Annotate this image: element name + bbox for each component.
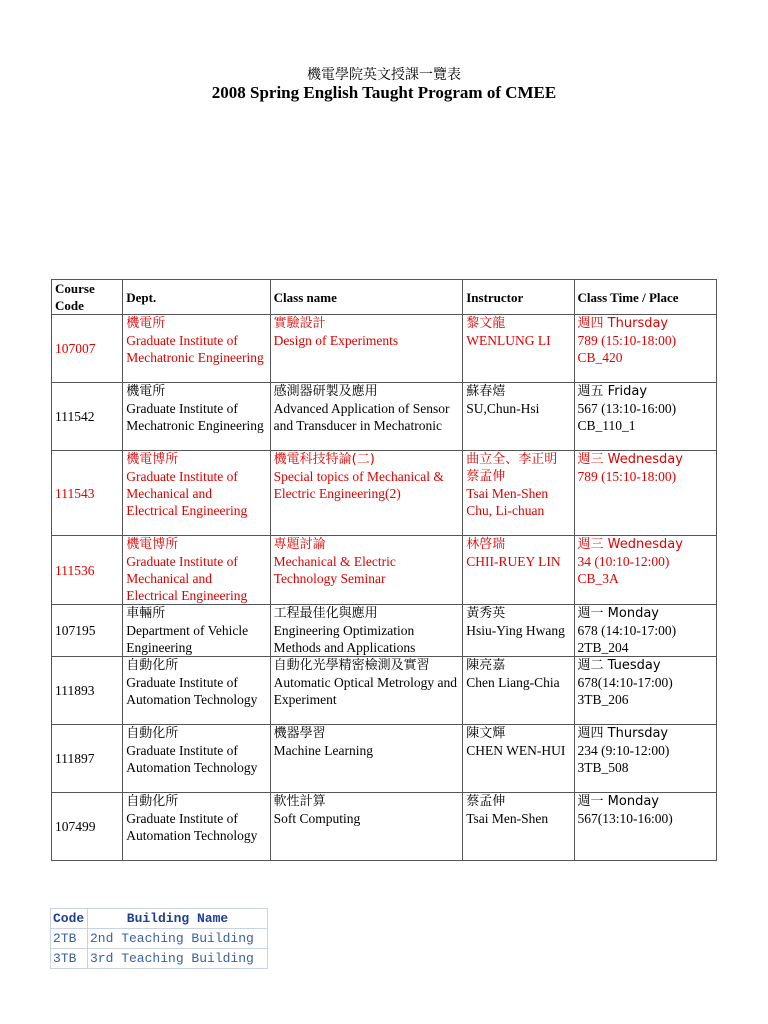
instructor-english: Tsai Men-Shen Chu, Li-chuan — [466, 486, 549, 518]
header-class-time-place: Class Time / Place — [574, 280, 716, 315]
course-row — [52, 605, 717, 657]
building-name: 3rd Teaching Building — [88, 949, 267, 968]
class-name-english: Design of Experiments — [273, 333, 399, 348]
instructor-english: CHEN WEN-HUI — [466, 743, 566, 758]
class-name-english: Advanced Application of Sensor and Transducer in Mechatronic — [273, 401, 450, 433]
instructor-english: WENLUNG LI — [466, 333, 551, 348]
class-name-chinese: 機電科技特論(二) — [273, 452, 375, 467]
instructor-english: CHII-RUEY LIN — [466, 554, 561, 569]
course-code: 107499 — [52, 793, 123, 861]
weekday: 週三 Wednesday — [577, 537, 683, 552]
class-name-chinese: 自動化光學精密檢測及實習 — [273, 658, 430, 673]
weekday: 週三 Wednesday — [577, 452, 683, 467]
class-place: 3TB_206 — [577, 692, 629, 707]
class-time: 789 (15:10-18:00) — [577, 333, 677, 348]
course-row — [52, 725, 717, 793]
course-row — [52, 451, 717, 536]
header-course-code: Course Code — [52, 280, 123, 315]
title-english: 2008 Spring English Taught Program of CMEE — [211, 83, 557, 102]
dept-english: Graduate Institute of Automation Technology — [126, 811, 258, 843]
instructor-cell — [463, 315, 574, 383]
course-row — [52, 657, 717, 725]
header-instructor: Instructor — [463, 280, 574, 315]
header-dept: Dept. — [123, 280, 270, 315]
weekday: 週一 Monday — [577, 606, 660, 621]
class-name-chinese: 機器學習 — [273, 726, 326, 741]
class-time-cell — [574, 605, 716, 657]
dept-english: Graduate Institute of Automation Technology — [126, 743, 258, 775]
class-name-cell — [270, 451, 463, 536]
header-class-name: Class name — [270, 280, 463, 315]
class-name-chinese: 實驗設計 — [273, 316, 326, 331]
class-time-cell — [574, 657, 716, 725]
dept-chinese: 自動化所 — [126, 658, 179, 673]
weekday: 週四 Thursday — [577, 316, 669, 331]
instructor-cell — [463, 725, 574, 793]
class-time: 234 (9:10-12:00) — [577, 743, 670, 758]
course-code: 111897 — [52, 725, 123, 793]
dept-chinese: 機電所 — [126, 316, 166, 331]
class-time: 678 (14:10-17:00) — [577, 623, 677, 638]
class-time-cell — [574, 725, 716, 793]
dept-english: Graduate Institute of Automation Technology — [126, 675, 258, 707]
instructor-english: SU,Chun-Hsi — [466, 401, 540, 416]
course-row — [52, 315, 717, 383]
instructor-cell — [463, 657, 574, 725]
building-table — [50, 908, 268, 969]
class-name-english: Soft Computing — [273, 811, 361, 826]
instructor-cell — [463, 793, 574, 861]
dept-english: Department of Vehicle Engineering — [126, 623, 249, 655]
class-name-cell — [270, 793, 463, 861]
title-chinese: 機電學院英文授課一覽表 — [307, 67, 461, 83]
class-time: 34 (10:10-12:00) — [577, 554, 670, 569]
dept-english: Graduate Institute of Mechatronic Engineering — [126, 333, 264, 365]
class-name-chinese: 感測器研製及應用 — [273, 384, 378, 399]
class-time-cell — [574, 536, 716, 605]
dept-chinese: 自動化所 — [126, 794, 179, 809]
course-row — [52, 536, 717, 605]
class-name-cell — [270, 536, 463, 605]
dept-english: Graduate Institute of Mechatronic Engineering — [126, 401, 264, 433]
course-code: 111543 — [52, 451, 123, 536]
dept-cell — [123, 451, 270, 536]
instructor-chinese: 陳亮嘉 — [466, 658, 506, 673]
instructor-cell — [463, 451, 574, 536]
class-time-cell — [574, 451, 716, 536]
course-row — [52, 383, 717, 451]
dept-cell — [123, 725, 270, 793]
class-time-cell — [574, 315, 716, 383]
class-name-cell — [270, 383, 463, 451]
class-name-english: Engineering Optimization Methods and Applications — [273, 623, 416, 655]
class-time: 789 (15:10-18:00) — [577, 469, 677, 484]
course-code: 111893 — [52, 657, 123, 725]
building-row — [51, 949, 267, 968]
class-place: 2TB_204 — [577, 640, 629, 655]
class-name-chinese: 軟性計算 — [273, 794, 326, 809]
weekday: 週二 Tuesday — [577, 658, 661, 673]
course-code: 111542 — [52, 383, 123, 451]
class-name-cell — [270, 725, 463, 793]
dept-cell — [123, 383, 270, 451]
instructor-cell — [463, 383, 574, 451]
class-name-cell — [270, 657, 463, 725]
header-code: Code — [51, 909, 87, 928]
dept-cell — [123, 536, 270, 605]
course-table-header — [52, 280, 717, 315]
class-time-cell — [574, 383, 716, 451]
class-time: 567(13:10-16:00) — [577, 811, 673, 826]
instructor-chinese: 黎文龍 — [466, 316, 506, 331]
dept-cell — [123, 793, 270, 861]
instructor-chinese: 蔡孟伸 — [466, 794, 506, 809]
class-name-cell — [270, 315, 463, 383]
course-code: 111536 — [52, 536, 123, 605]
instructor-english: Tsai Men-Shen — [466, 811, 549, 826]
dept-cell — [123, 657, 270, 725]
class-name-english: Mechanical & Electric Technology Seminar — [273, 554, 396, 586]
class-name-english: Special topics of Mechanical & Electric Engineering(2) — [273, 469, 444, 501]
course-code: 107007 — [52, 315, 123, 383]
dept-chinese: 機電博所 — [126, 452, 179, 467]
weekday: 週四 Thursday — [577, 726, 669, 741]
class-place: CB_110_1 — [577, 418, 636, 433]
class-name-chinese: 專題討論 — [273, 537, 326, 552]
class-place: CB_420 — [577, 350, 623, 365]
dept-chinese: 自動化所 — [126, 726, 179, 741]
building-name: 2nd Teaching Building — [88, 929, 267, 948]
weekday: 週一 Monday — [577, 794, 660, 809]
class-time-cell — [574, 793, 716, 861]
instructor-english: Hsiu-Ying Hwang — [466, 623, 565, 638]
class-name-chinese: 工程最佳化與應用 — [273, 606, 378, 621]
class-name-cell — [270, 605, 463, 657]
course-code: 107195 — [52, 605, 123, 657]
instructor-cell — [463, 605, 574, 657]
dept-english: Graduate Institute of Mechanical and Electrical Engineering — [126, 469, 248, 518]
dept-chinese: 機電所 — [126, 384, 166, 399]
class-place: CB_3A — [577, 571, 619, 586]
instructor-chinese: 黃秀英 — [466, 606, 506, 621]
class-time: 567 (13:10-16:00) — [577, 401, 677, 416]
building-code: 3TB — [51, 949, 87, 968]
class-place: 3TB_508 — [577, 760, 629, 775]
building-code: 2TB — [51, 929, 87, 948]
dept-cell — [123, 315, 270, 383]
header-building-name: Building Name — [88, 909, 267, 928]
dept-chinese: 機電博所 — [126, 537, 179, 552]
dept-english: Graduate Institute of Mechanical and Electrical Engineering — [126, 554, 248, 603]
class-name-english: Automatic Optical Metrology and Experiment — [273, 675, 457, 707]
course-table — [51, 279, 717, 861]
building-table-header — [51, 909, 267, 928]
course-row — [52, 793, 717, 861]
instructor-chinese: 蘇春熺 — [466, 384, 506, 399]
instructor-chinese: 林啓瑞 — [466, 537, 506, 552]
instructor-chinese: 曲立全、李正明 蔡孟伸 — [466, 452, 558, 484]
class-time: 678(14:10-17:00) — [577, 675, 673, 690]
building-row — [51, 929, 267, 948]
dept-chinese: 車輛所 — [126, 606, 166, 621]
instructor-chinese: 陳文輝 — [466, 726, 506, 741]
dept-cell — [123, 605, 270, 657]
weekday: 週五 Friday — [577, 384, 648, 399]
instructor-english: Chen Liang-Chia — [466, 675, 560, 690]
class-name-english: Machine Learning — [273, 743, 373, 758]
instructor-cell — [463, 536, 574, 605]
